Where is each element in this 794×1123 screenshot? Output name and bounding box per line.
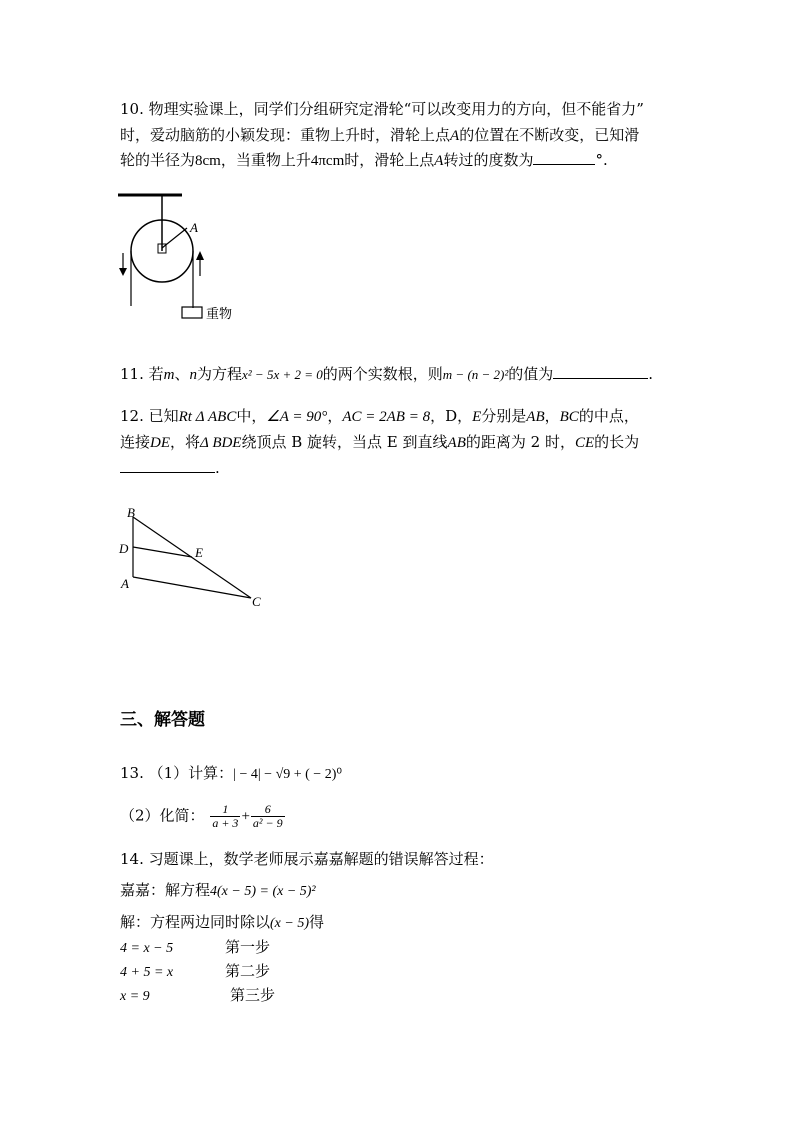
- section-heading: 三、解答题: [120, 710, 205, 730]
- q12-angle: ∠A = 90°: [266, 409, 328, 425]
- q12-period: .: [215, 459, 220, 477]
- triangle-figure: [115, 502, 275, 612]
- q14-step-3: [120, 985, 275, 1007]
- q14-text-3c: 得: [309, 913, 325, 931]
- q10-text-3g: 转过的度数为: [443, 151, 534, 169]
- q10-line2: [120, 125, 639, 146]
- q12-seg-ab: AB: [526, 409, 545, 425]
- q11-text-e: 为方程: [196, 365, 242, 383]
- q11-text-g: 的值为: [508, 365, 554, 383]
- q10-text-3e: 时，滑轮上点: [344, 151, 435, 169]
- q12-line2: [120, 432, 639, 453]
- q14-step-1: [120, 937, 270, 959]
- q12-seg-ce: CE: [574, 435, 595, 451]
- q12-line1: [120, 406, 639, 427]
- q10-text-2a: 时，爱动脑筋的小颖发现：重物上升时，滑轮上点: [120, 126, 451, 144]
- q10-point-a2: A: [434, 153, 444, 169]
- q10-line3: [120, 150, 608, 171]
- q12-triangle: Rt Δ ABC: [178, 409, 237, 425]
- q12-text-1m: 的中点，: [578, 407, 639, 425]
- q13-text-1: 13. （1）计算：: [120, 764, 234, 782]
- q12-text-1a: 12. 已知: [120, 407, 179, 425]
- q14-step3-eq: x = 9: [120, 989, 150, 1004]
- fig-label-a-tri: A: [121, 576, 129, 591]
- q14-equation: 4(x − 5) = (x − 5)²: [210, 884, 316, 899]
- fig-label-d: D: [119, 541, 129, 556]
- q13-frac2-num: 6: [251, 803, 285, 817]
- q13-expression: | − 4| − √9 + ( − 2)⁰: [233, 767, 342, 782]
- q12-point-e: E: [472, 409, 482, 425]
- segment-bc: [133, 517, 251, 598]
- q14-step1-eq: 4 = x − 5: [120, 941, 174, 956]
- q10-text-1: 10. 物理实验课上，同学们分组研究定滑轮“可以改变用力的方向，但不能省力”: [120, 100, 644, 118]
- fig-label-b: B: [127, 505, 135, 520]
- q12-answer-blank[interactable]: [120, 458, 215, 473]
- q13-fraction-2: [251, 803, 285, 830]
- q13-plus: +: [241, 808, 250, 825]
- q10-radius: 8cm: [195, 153, 221, 169]
- fig-label-e: E: [195, 545, 203, 560]
- q11-text-f: 的两个实数根，则: [322, 365, 443, 383]
- q12-text-2e: 绕顶点 B 旋转，当点 E 到直线: [241, 433, 448, 451]
- q14-step2-label: 第二步: [225, 962, 271, 980]
- q12-text-1i: 分别是: [481, 407, 527, 425]
- q13-part1: [120, 763, 342, 785]
- q12-text-1e: ，: [327, 407, 343, 425]
- q11-sep: 、: [174, 365, 190, 383]
- q12-seg-bc: BC: [559, 409, 579, 425]
- q10-text-3a: 轮的半径为: [120, 151, 196, 169]
- q10-point-a: A: [450, 128, 460, 144]
- q11-answer-blank[interactable]: [553, 364, 648, 379]
- fig-label-a: A: [190, 220, 198, 235]
- fig-label-c: C: [252, 594, 261, 609]
- q14-step-2: [120, 961, 270, 983]
- q12-text-1g: ，D，: [430, 407, 473, 425]
- q14-divisor: (x − 5): [270, 916, 310, 931]
- q12-text-1c: 中，: [236, 407, 267, 425]
- q10-rise: 4πcm: [310, 153, 345, 169]
- q11-expression: m − (n − 2)²: [442, 367, 509, 382]
- q11-equation: x² − 5x + 2 = 0: [242, 367, 323, 382]
- q10-text-2c: 的位置在不断改变，已知滑: [459, 126, 640, 144]
- q11-text-a: 11. 若: [120, 365, 164, 383]
- q12-line-ab: AB: [447, 435, 466, 451]
- weight-box: [182, 307, 202, 318]
- q14-line3: [120, 912, 324, 934]
- arrow-down-head: [119, 268, 127, 276]
- q13-part2: [120, 803, 286, 833]
- q14-line1: 14. 习题课上，数学老师展示嘉嘉解题的错误解答过程：: [120, 850, 494, 868]
- q11-line: [120, 364, 653, 385]
- q14-step2-eq: 4 + 5 = x: [120, 965, 174, 980]
- q12-text-1k: ，: [544, 407, 560, 425]
- q14-step1-label: 第一步: [225, 938, 271, 956]
- q10-degree: °.: [595, 151, 608, 169]
- pulley-figure: [110, 188, 250, 328]
- q12-text-2i: 的长为: [594, 433, 640, 451]
- fig-label-weight: 重物: [206, 306, 233, 321]
- segment-ac: [133, 577, 251, 598]
- q13-frac1-den: a + 3: [212, 816, 239, 830]
- q12-seg-de: DE: [150, 435, 171, 451]
- pulley-radius: [162, 228, 187, 248]
- q14-text-3a: 解：方程两边同时除以: [120, 913, 271, 931]
- q11-var-m: m: [163, 367, 175, 383]
- q12-triangle-bde: Δ BDE: [200, 435, 242, 451]
- q13-text-2: （2）化简：: [120, 806, 205, 825]
- q13-fraction-1: [210, 803, 240, 830]
- q12-text-2a: 连接: [120, 433, 151, 451]
- q12-text-2g: 的距离为 2 时，: [465, 433, 575, 451]
- q12-text-2c: ，将: [170, 433, 201, 451]
- q13-frac1-num: 1: [210, 803, 240, 817]
- q12-line3: [120, 458, 220, 478]
- q10-line1: [120, 99, 644, 119]
- q14-step3-label: 第三步: [230, 986, 276, 1004]
- q14-text-2a: 嘉嘉：解方程: [120, 881, 211, 899]
- q11-period: .: [648, 365, 654, 383]
- q11-var-n: n: [189, 367, 197, 383]
- q10-answer-blank[interactable]: [533, 150, 595, 165]
- q13-frac2-den: a² − 9: [252, 816, 283, 830]
- q14-line2: [120, 880, 316, 902]
- q10-text-3c: ，当重物上升: [220, 151, 311, 169]
- q12-lengths: AC = 2AB = 8: [342, 409, 431, 425]
- arrow-up-head: [196, 251, 204, 260]
